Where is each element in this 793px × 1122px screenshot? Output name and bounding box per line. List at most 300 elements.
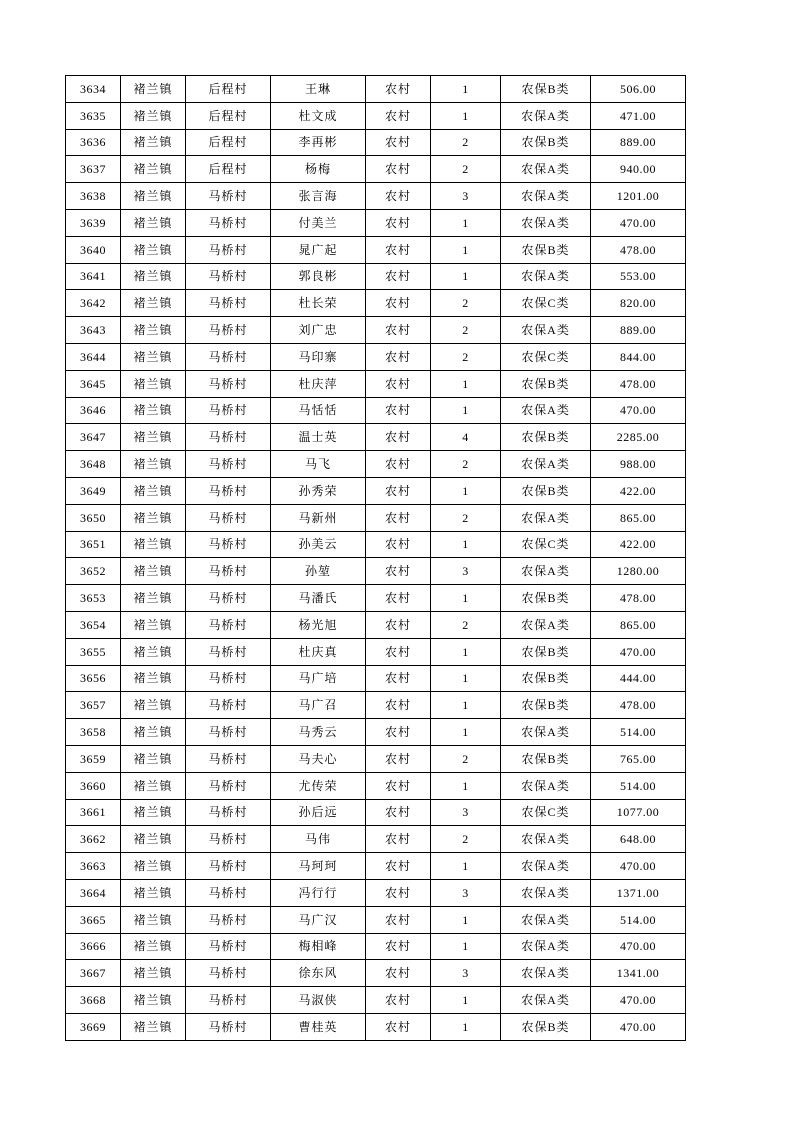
cell-village: 马桥村 [186, 424, 271, 451]
cell-amount: 2285.00 [591, 424, 686, 451]
table-row [66, 236, 686, 263]
cell-town: 褚兰镇 [121, 585, 186, 612]
cell-name: 杜长荣 [271, 290, 366, 317]
cell-count: 1 [431, 585, 501, 612]
cell-village: 马桥村 [186, 558, 271, 585]
cell-name: 马恬恬 [271, 397, 366, 424]
table-row [66, 906, 686, 933]
cell-amount: 1077.00 [591, 799, 686, 826]
cell-town: 褚兰镇 [121, 745, 186, 772]
cell-count: 1 [431, 236, 501, 263]
cell-name: 马淑侠 [271, 987, 366, 1014]
cell-amount: 820.00 [591, 290, 686, 317]
cell-category: 农保A类 [501, 183, 591, 210]
cell-type: 农村 [366, 343, 431, 370]
cell-name: 马夫心 [271, 745, 366, 772]
cell-town: 褚兰镇 [121, 290, 186, 317]
cell-category: 农保B类 [501, 665, 591, 692]
cell-name: 马潘氏 [271, 585, 366, 612]
cell-type: 农村 [366, 853, 431, 880]
cell-category: 农保A类 [501, 263, 591, 290]
cell-name: 孙美云 [271, 531, 366, 558]
table-row [66, 102, 686, 129]
cell-category: 农保B类 [501, 585, 591, 612]
cell-type: 农村 [366, 611, 431, 638]
table-row [66, 290, 686, 317]
cell-town: 褚兰镇 [121, 611, 186, 638]
cell-name: 杜庆真 [271, 638, 366, 665]
table-row [66, 799, 686, 826]
cell-name: 马珂珂 [271, 853, 366, 880]
cell-id: 3649 [66, 477, 121, 504]
cell-town: 褚兰镇 [121, 531, 186, 558]
cell-id: 3646 [66, 397, 121, 424]
cell-id: 3664 [66, 879, 121, 906]
cell-amount: 470.00 [591, 1013, 686, 1040]
cell-count: 1 [431, 397, 501, 424]
cell-village: 马桥村 [186, 906, 271, 933]
cell-amount: 553.00 [591, 263, 686, 290]
cell-count: 3 [431, 558, 501, 585]
cell-count: 2 [431, 611, 501, 638]
cell-id: 3650 [66, 504, 121, 531]
cell-category: 农保A类 [501, 451, 591, 478]
cell-category: 农保A类 [501, 611, 591, 638]
cell-village: 后程村 [186, 102, 271, 129]
cell-name: 徐东风 [271, 960, 366, 987]
cell-village: 马桥村 [186, 477, 271, 504]
cell-category: 农保A类 [501, 772, 591, 799]
cell-id: 3640 [66, 236, 121, 263]
cell-amount: 470.00 [591, 853, 686, 880]
cell-category: 农保C类 [501, 290, 591, 317]
cell-id: 3637 [66, 156, 121, 183]
cell-category: 农保A类 [501, 960, 591, 987]
cell-amount: 765.00 [591, 745, 686, 772]
cell-amount: 1371.00 [591, 879, 686, 906]
cell-category: 农保A类 [501, 558, 591, 585]
cell-town: 褚兰镇 [121, 933, 186, 960]
cell-id: 3653 [66, 585, 121, 612]
cell-id: 3666 [66, 933, 121, 960]
table-row [66, 692, 686, 719]
cell-id: 3636 [66, 129, 121, 156]
cell-id: 3647 [66, 424, 121, 451]
cell-category: 农保B类 [501, 692, 591, 719]
cell-town: 褚兰镇 [121, 906, 186, 933]
cell-type: 农村 [366, 76, 431, 103]
cell-village: 马桥村 [186, 611, 271, 638]
cell-name: 孙后远 [271, 799, 366, 826]
cell-name: 刘广忠 [271, 317, 366, 344]
cell-category: 农保B类 [501, 236, 591, 263]
cell-count: 1 [431, 638, 501, 665]
table-row [66, 397, 686, 424]
cell-village: 后程村 [186, 76, 271, 103]
cell-name: 郭良彬 [271, 263, 366, 290]
cell-type: 农村 [366, 719, 431, 746]
cell-id: 3656 [66, 665, 121, 692]
cell-amount: 470.00 [591, 638, 686, 665]
cell-count: 1 [431, 906, 501, 933]
table-row [66, 558, 686, 585]
cell-type: 农村 [366, 531, 431, 558]
cell-name: 马广召 [271, 692, 366, 719]
cell-id: 3660 [66, 772, 121, 799]
cell-town: 褚兰镇 [121, 638, 186, 665]
cell-count: 1 [431, 719, 501, 746]
table-row [66, 853, 686, 880]
table-row [66, 317, 686, 344]
cell-type: 农村 [366, 290, 431, 317]
cell-village: 马桥村 [186, 531, 271, 558]
table-row [66, 611, 686, 638]
cell-id: 3644 [66, 343, 121, 370]
cell-town: 褚兰镇 [121, 397, 186, 424]
cell-category: 农保C类 [501, 343, 591, 370]
cell-id: 3638 [66, 183, 121, 210]
cell-type: 农村 [366, 960, 431, 987]
cell-category: 农保B类 [501, 129, 591, 156]
cell-village: 马桥村 [186, 397, 271, 424]
cell-count: 1 [431, 477, 501, 504]
table-row [66, 76, 686, 103]
cell-amount: 648.00 [591, 826, 686, 853]
cell-category: 农保B类 [501, 1013, 591, 1040]
table-row [66, 129, 686, 156]
cell-category: 农保A类 [501, 879, 591, 906]
cell-amount: 422.00 [591, 477, 686, 504]
cell-amount: 1201.00 [591, 183, 686, 210]
cell-count: 4 [431, 424, 501, 451]
cell-type: 农村 [366, 665, 431, 692]
cell-name: 马飞 [271, 451, 366, 478]
cell-category: 农保A类 [501, 209, 591, 236]
cell-count: 1 [431, 665, 501, 692]
cell-village: 马桥村 [186, 799, 271, 826]
cell-town: 褚兰镇 [121, 477, 186, 504]
cell-amount: 478.00 [591, 236, 686, 263]
cell-town: 褚兰镇 [121, 236, 186, 263]
table-row [66, 343, 686, 370]
cell-amount: 478.00 [591, 692, 686, 719]
table-row [66, 933, 686, 960]
cell-type: 农村 [366, 1013, 431, 1040]
cell-count: 1 [431, 933, 501, 960]
cell-name: 杜庆萍 [271, 370, 366, 397]
cell-id: 3648 [66, 451, 121, 478]
cell-type: 农村 [366, 263, 431, 290]
cell-amount: 470.00 [591, 397, 686, 424]
table-row [66, 370, 686, 397]
cell-category: 农保B类 [501, 424, 591, 451]
cell-type: 农村 [366, 156, 431, 183]
table-row [66, 504, 686, 531]
cell-name: 孙秀荣 [271, 477, 366, 504]
cell-town: 褚兰镇 [121, 343, 186, 370]
table-row [66, 665, 686, 692]
cell-count: 2 [431, 451, 501, 478]
cell-village: 马桥村 [186, 933, 271, 960]
table-row [66, 826, 686, 853]
cell-type: 农村 [366, 477, 431, 504]
cell-name: 尤传荣 [271, 772, 366, 799]
cell-name: 付美兰 [271, 209, 366, 236]
table-row [66, 879, 686, 906]
table-row [66, 719, 686, 746]
cell-village: 马桥村 [186, 370, 271, 397]
cell-id: 3665 [66, 906, 121, 933]
cell-id: 3635 [66, 102, 121, 129]
cell-name: 曹桂英 [271, 1013, 366, 1040]
cell-count: 2 [431, 745, 501, 772]
cell-town: 褚兰镇 [121, 263, 186, 290]
cell-count: 3 [431, 960, 501, 987]
cell-count: 2 [431, 504, 501, 531]
cell-count: 2 [431, 290, 501, 317]
cell-id: 3667 [66, 960, 121, 987]
cell-town: 褚兰镇 [121, 370, 186, 397]
cell-name: 李再彬 [271, 129, 366, 156]
cell-category: 农保A类 [501, 504, 591, 531]
cell-id: 3655 [66, 638, 121, 665]
cell-count: 1 [431, 76, 501, 103]
cell-name: 杨梅 [271, 156, 366, 183]
cell-type: 农村 [366, 370, 431, 397]
cell-town: 褚兰镇 [121, 879, 186, 906]
cell-amount: 865.00 [591, 504, 686, 531]
table-row [66, 183, 686, 210]
cell-category: 农保A类 [501, 906, 591, 933]
cell-amount: 514.00 [591, 906, 686, 933]
table-row [66, 531, 686, 558]
cell-type: 农村 [366, 799, 431, 826]
cell-town: 褚兰镇 [121, 504, 186, 531]
cell-town: 褚兰镇 [121, 799, 186, 826]
cell-id: 3668 [66, 987, 121, 1014]
cell-id: 3652 [66, 558, 121, 585]
cell-amount: 514.00 [591, 719, 686, 746]
cell-village: 马桥村 [186, 665, 271, 692]
cell-id: 3643 [66, 317, 121, 344]
cell-village: 马桥村 [186, 343, 271, 370]
cell-village: 马桥村 [186, 638, 271, 665]
cell-village: 马桥村 [186, 987, 271, 1014]
cell-id: 3657 [66, 692, 121, 719]
cell-village: 马桥村 [186, 960, 271, 987]
cell-name: 杨光旭 [271, 611, 366, 638]
table-row [66, 960, 686, 987]
cell-town: 褚兰镇 [121, 665, 186, 692]
cell-category: 农保B类 [501, 76, 591, 103]
cell-village: 马桥村 [186, 719, 271, 746]
cell-id: 3642 [66, 290, 121, 317]
cell-town: 褚兰镇 [121, 1013, 186, 1040]
cell-amount: 470.00 [591, 987, 686, 1014]
cell-type: 农村 [366, 772, 431, 799]
cell-town: 褚兰镇 [121, 209, 186, 236]
cell-name: 张言海 [271, 183, 366, 210]
table-row [66, 1013, 686, 1040]
cell-name: 梅相峰 [271, 933, 366, 960]
cell-name: 马印寨 [271, 343, 366, 370]
cell-amount: 478.00 [591, 370, 686, 397]
table-row [66, 585, 686, 612]
cell-town: 褚兰镇 [121, 558, 186, 585]
cell-category: 农保A类 [501, 933, 591, 960]
cell-type: 农村 [366, 397, 431, 424]
cell-type: 农村 [366, 585, 431, 612]
cell-type: 农村 [366, 317, 431, 344]
cell-category: 农保A类 [501, 719, 591, 746]
cell-name: 晁广起 [271, 236, 366, 263]
cell-town: 褚兰镇 [121, 317, 186, 344]
cell-village: 马桥村 [186, 504, 271, 531]
cell-village: 后程村 [186, 156, 271, 183]
cell-type: 农村 [366, 558, 431, 585]
cell-amount: 1341.00 [591, 960, 686, 987]
cell-type: 农村 [366, 129, 431, 156]
cell-count: 1 [431, 853, 501, 880]
cell-amount: 514.00 [591, 772, 686, 799]
cell-type: 农村 [366, 424, 431, 451]
cell-count: 1 [431, 987, 501, 1014]
cell-type: 农村 [366, 826, 431, 853]
cell-count: 2 [431, 156, 501, 183]
cell-amount: 865.00 [591, 611, 686, 638]
cell-id: 3663 [66, 853, 121, 880]
cell-town: 褚兰镇 [121, 960, 186, 987]
cell-amount: 470.00 [591, 209, 686, 236]
cell-village: 马桥村 [186, 879, 271, 906]
cell-name: 杜文成 [271, 102, 366, 129]
cell-amount: 478.00 [591, 585, 686, 612]
cell-town: 褚兰镇 [121, 692, 186, 719]
cell-count: 1 [431, 209, 501, 236]
cell-category: 农保A类 [501, 317, 591, 344]
table-row [66, 424, 686, 451]
cell-count: 3 [431, 183, 501, 210]
cell-count: 2 [431, 343, 501, 370]
cell-id: 3639 [66, 209, 121, 236]
cell-type: 农村 [366, 102, 431, 129]
cell-town: 褚兰镇 [121, 183, 186, 210]
cell-count: 3 [431, 799, 501, 826]
cell-amount: 470.00 [591, 933, 686, 960]
table-row [66, 451, 686, 478]
cell-category: 农保B类 [501, 370, 591, 397]
cell-name: 孙堃 [271, 558, 366, 585]
cell-village: 马桥村 [186, 317, 271, 344]
cell-name: 温士英 [271, 424, 366, 451]
cell-count: 1 [431, 531, 501, 558]
cell-category: 农保C类 [501, 799, 591, 826]
cell-amount: 422.00 [591, 531, 686, 558]
cell-amount: 889.00 [591, 317, 686, 344]
cell-town: 褚兰镇 [121, 719, 186, 746]
cell-name: 王琳 [271, 76, 366, 103]
cell-count: 1 [431, 772, 501, 799]
cell-category: 农保C类 [501, 531, 591, 558]
cell-village: 马桥村 [186, 1013, 271, 1040]
cell-name: 冯行行 [271, 879, 366, 906]
cell-type: 农村 [366, 504, 431, 531]
cell-type: 农村 [366, 236, 431, 263]
cell-amount: 1280.00 [591, 558, 686, 585]
cell-count: 2 [431, 826, 501, 853]
cell-village: 马桥村 [186, 853, 271, 880]
cell-category: 农保A类 [501, 156, 591, 183]
cell-count: 1 [431, 692, 501, 719]
table-row [66, 745, 686, 772]
table-body [66, 76, 686, 1041]
cell-amount: 889.00 [591, 129, 686, 156]
cell-amount: 506.00 [591, 76, 686, 103]
cell-category: 农保B类 [501, 477, 591, 504]
table-row [66, 156, 686, 183]
cell-type: 农村 [366, 692, 431, 719]
cell-id: 3658 [66, 719, 121, 746]
table-row [66, 987, 686, 1014]
cell-village: 马桥村 [186, 209, 271, 236]
cell-name: 马广汉 [271, 906, 366, 933]
cell-village: 马桥村 [186, 183, 271, 210]
cell-village: 马桥村 [186, 290, 271, 317]
cell-town: 褚兰镇 [121, 772, 186, 799]
cell-village: 马桥村 [186, 745, 271, 772]
cell-amount: 940.00 [591, 156, 686, 183]
cell-type: 农村 [366, 638, 431, 665]
cell-type: 农村 [366, 879, 431, 906]
cell-name: 马广培 [271, 665, 366, 692]
cell-category: 农保A类 [501, 102, 591, 129]
cell-type: 农村 [366, 987, 431, 1014]
table-row [66, 263, 686, 290]
cell-category: 农保A类 [501, 853, 591, 880]
cell-name: 马秀云 [271, 719, 366, 746]
cell-amount: 444.00 [591, 665, 686, 692]
cell-village: 马桥村 [186, 826, 271, 853]
cell-type: 农村 [366, 933, 431, 960]
cell-count: 1 [431, 263, 501, 290]
cell-village: 马桥村 [186, 263, 271, 290]
cell-category: 农保B类 [501, 638, 591, 665]
cell-village: 马桥村 [186, 451, 271, 478]
cell-id: 3662 [66, 826, 121, 853]
table-row [66, 209, 686, 236]
cell-category: 农保B类 [501, 745, 591, 772]
cell-category: 农保A类 [501, 987, 591, 1014]
cell-name: 马新州 [271, 504, 366, 531]
table-row [66, 772, 686, 799]
cell-village: 马桥村 [186, 585, 271, 612]
cell-type: 农村 [366, 209, 431, 236]
cell-category: 农保A类 [501, 397, 591, 424]
cell-amount: 471.00 [591, 102, 686, 129]
cell-id: 3634 [66, 76, 121, 103]
cell-name: 马伟 [271, 826, 366, 853]
cell-town: 褚兰镇 [121, 76, 186, 103]
cell-village: 马桥村 [186, 772, 271, 799]
cell-village: 马桥村 [186, 236, 271, 263]
cell-id: 3651 [66, 531, 121, 558]
pension-roster-table [65, 75, 686, 1041]
cell-id: 3669 [66, 1013, 121, 1040]
cell-town: 褚兰镇 [121, 451, 186, 478]
cell-type: 农村 [366, 451, 431, 478]
cell-id: 3645 [66, 370, 121, 397]
cell-id: 3641 [66, 263, 121, 290]
